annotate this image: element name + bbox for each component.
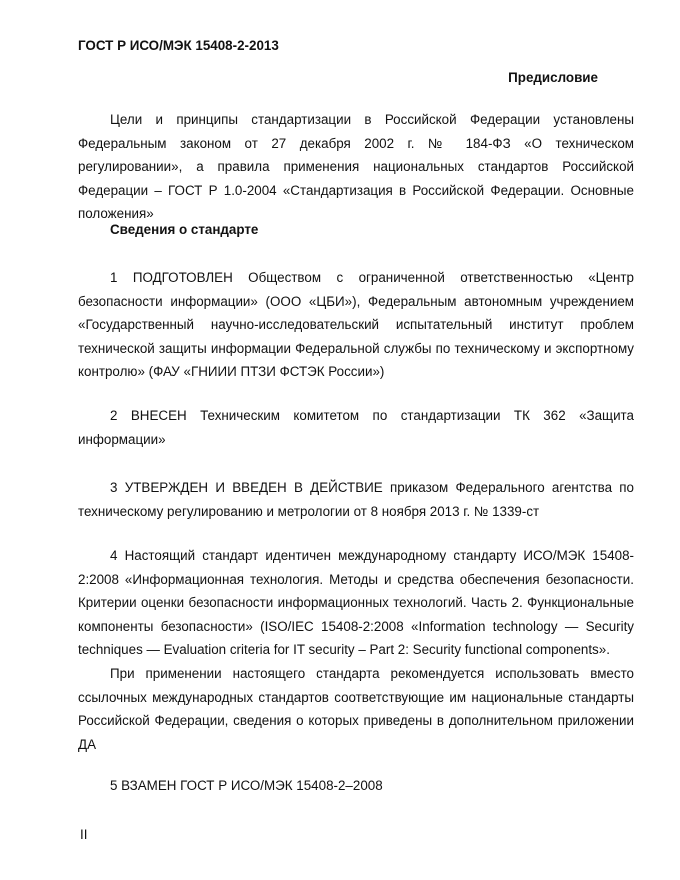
item-4-paragraph: 4 Настоящий стандарт идентичен международному стандарту ИСО/МЭК 15408-2:2008 «Информационная технология. Методы и средства обеспечения безопасности. Критерии оценки безопасности информационных технологий. Часть 2. Функциональные компоненты безопасности» (ISO/IEC 15408-2:2008 «Information technology — Security techniques — Evaluation criteria for IT security – Part 2: Security functional components». xyxy=(78,548,634,658)
page-number: II xyxy=(80,827,88,842)
item-5-block xyxy=(78,774,634,798)
document-header: ГОСТ Р ИСО/МЭК 15408-2-2013 xyxy=(78,38,279,53)
page-title xyxy=(78,70,598,85)
item-5-paragraph: 5 ВЗАМЕН ГОСТ Р ИСО/МЭК 15408-2–2008 xyxy=(110,778,383,793)
item-4-note-paragraph: При применении настоящего стандарта рекомендуется использовать вместо ссылочных международных стандартов соответствующие им национальные стандарты Российской Федерации, сведения о которых приведены в дополнительном приложении ДА xyxy=(78,665,634,752)
item-3-paragraph: 3 УТВЕРЖДЕН И ВВЕДЕН В ДЕЙСТВИЕ приказом Федерального агентства по техническому регулированию и метрологии от 8 ноября 2013 г. № 1339-ст xyxy=(78,480,634,519)
item-1-paragraph: 1 ПОДГОТОВЛЕН Обществом с ограниченной ответственностью «Центр безопасности информации» (ООО «ЦБИ»), Федеральным автономным учреждением «Государственный научно-исследовательский испытательный институт проблем технической защиты информации Федеральной службы по техническому и экспортному контролю» (ФАУ «ГНИИИ ПТЗИ ФСТЭК России») xyxy=(78,270,634,380)
page-title-text: Предисловие xyxy=(508,70,598,85)
section-heading: Сведения о стандарте xyxy=(110,222,259,237)
item-3-block xyxy=(78,476,634,523)
item-4-block xyxy=(78,544,634,756)
item-2-block xyxy=(78,404,634,451)
item-1-block xyxy=(78,266,634,384)
intro-block xyxy=(78,108,634,226)
item-2-paragraph: 2 ВНЕСЕН Техническим комитетом по стандартизации ТК 362 «Защита информации» xyxy=(78,408,634,447)
intro-paragraph: Цели и принципы стандартизации в Российской Федерации установлены Федеральным законом от 27 декабря 2002 г. № 184-ФЗ «О техническом регулировании», а правила применения национальных стандартов Российской Федерации – ГОСТ Р 1.0-2004 «Стандартизация в Российской Федерации. Основные положения» xyxy=(78,112,634,222)
